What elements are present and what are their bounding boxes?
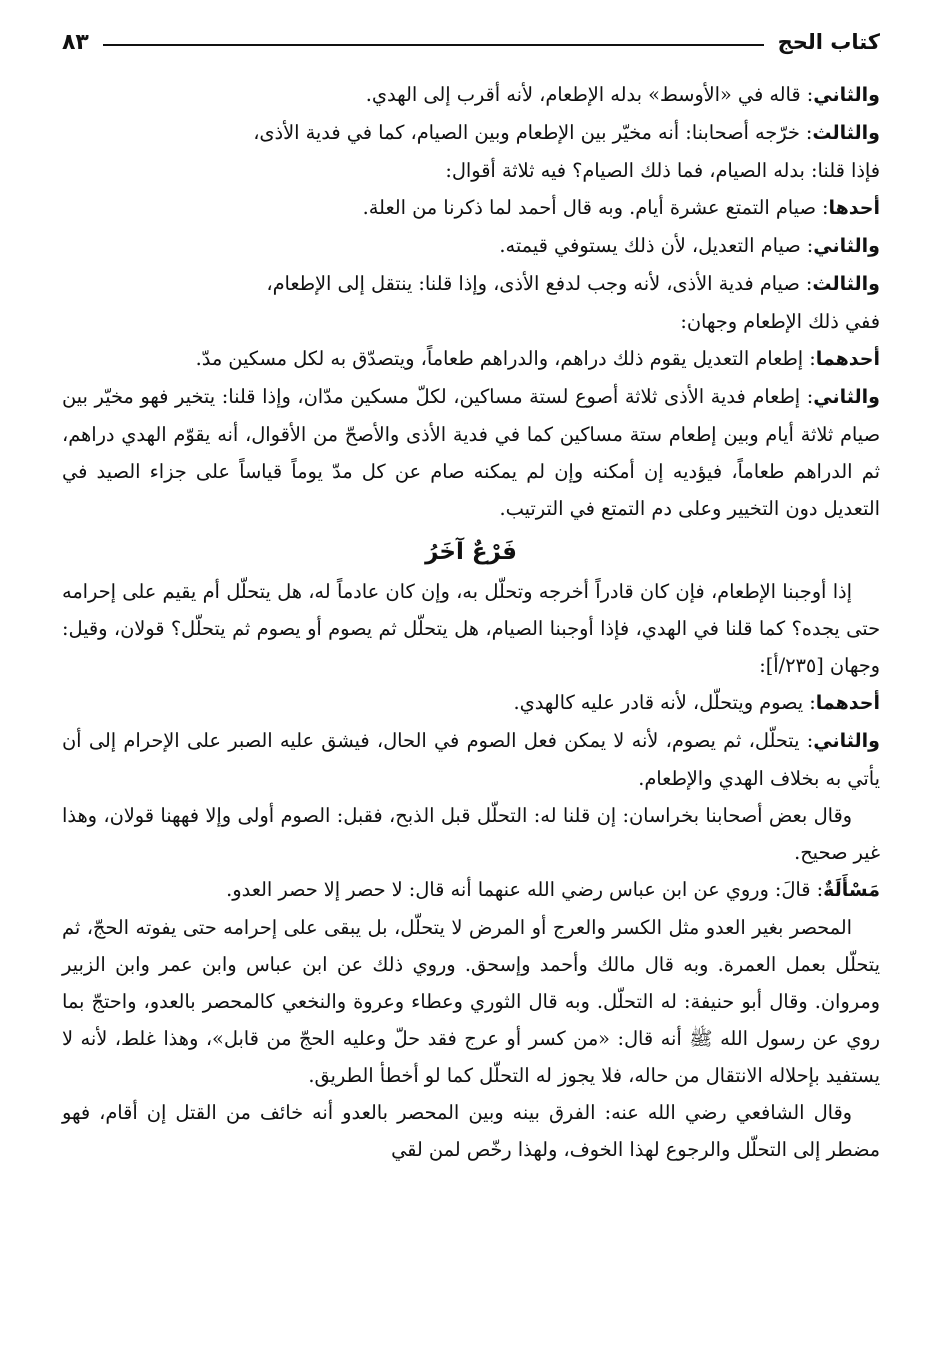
- paragraph-text: : صيام التمتع عشرة أيام. وبه قال أحمد لما ذكرنا من العلة.: [362, 196, 829, 219]
- text-paragraph: [62, 265, 880, 303]
- paragraph-label: والثاني: [813, 386, 880, 408]
- text-paragraph: [62, 684, 880, 722]
- paragraph-label: والثاني: [813, 730, 880, 752]
- paragraph-text: : إطعام فدية الأذى ثلاثة أصوع لستة مساكين، لكلّ مسكين مدّان، وإذا قلنا: يتخير فهو مخيّر بين صيام ثلاثة أيام وبين إطعام ستة مساكين كما في فدية الأذى والأصحّ من الأقوال، أنه يقوّم الهدي دراهم، ثم الدراهم طعاماً، فيؤديه إن أمكنه وإن لم يمكنه صام عن كل مدّ يوماً قياساً على جزاء الصيد في التعديل دون التخيير وعلى دم التمتع في الترتيب.: [62, 385, 880, 520]
- text-paragraph: [62, 722, 880, 797]
- page-body: [62, 76, 880, 1168]
- paragraph-text: : صيام التعديل، لأن ذلك يستوفي قيمته.: [499, 234, 814, 257]
- paragraph-label: أحدهما: [815, 692, 880, 714]
- paragraph-text: : قاله في «الأوسط» بدله الإطعام، لأنه أقرب إلى الهدي.: [365, 83, 814, 106]
- paragraph-label: والثالث: [812, 122, 880, 144]
- text-paragraph: [62, 797, 880, 871]
- paragraph-text: وقال الشافعي رضي الله عنه: الفرق بينه وبين المحصر بالعدو أنه خائف من القتل إن أقام، فهو مضطر إلى التحلّل والرجوع لهذا الخوف، ولهذا رخّص لمن لقي: [62, 1101, 880, 1161]
- text-paragraph: [62, 189, 880, 227]
- book-section-title: كتاب الحج: [777, 30, 880, 54]
- paragraph-text: فإذا قلنا: بدله الصيام، فما ذلك الصيام؟ فيه ثلاثة أقوال:: [445, 159, 880, 182]
- paragraph-label: والثاني: [813, 84, 880, 106]
- text-paragraph: [62, 152, 880, 189]
- paragraph-text: ففي ذلك الإطعام وجهان:: [680, 310, 880, 333]
- paragraph-text: : يتحلّل، ثم يصوم، لأنه لا يمكن فعل الصوم في الحال، فيشق عليه الصبر على الإحرام إلى أن يأتي به بخلاف الهدي والإطعام.: [62, 729, 880, 790]
- text-paragraph: [62, 340, 880, 378]
- paragraph-text: : خرّجه أصحابنا: أنه مخيّر بين الإطعام وبين الصيام، كما في فدية الأذى،: [253, 121, 813, 144]
- paragraph-label: أحدها: [828, 197, 880, 219]
- paragraph-text: : يصوم ويتحلّل، لأنه قادر عليه كالهدي.: [513, 691, 816, 714]
- paragraph-text: إذا أوجبنا الإطعام، فإن كان قادراً أخرجه وتحلّل به، وإن كان عادماً له، هل يتحلّل أم يقيم على إحرامه حتى يجده؟ كما قلنا في الهدي، فإذا أوجبنا الصيام، هل يتحلّل ثم يصوم أو يصوم ثم يتحلّل؟ قولان، وقيل: وجهان [٢٣٥/أ]:: [62, 580, 880, 677]
- text-paragraph: [62, 378, 880, 527]
- text-paragraph: [62, 114, 880, 152]
- text-paragraph: [62, 871, 880, 909]
- section-heading: فَرْعٌ آخَرُ: [425, 539, 517, 565]
- paragraph-text: : قالَ: وروي عن ابن عباس رضي الله عنهما أنه قال: لا حصر إلا حصر العدو.: [226, 878, 824, 901]
- text-paragraph: [62, 1094, 880, 1168]
- text-paragraph: [62, 573, 880, 684]
- page-number: ٨٣: [62, 29, 89, 55]
- paragraph-text: المحصر بغير العدو مثل الكسر والعرج أو المرض لا يتحلّل، بل يبقى على إحرامه حتى يفوته الحجّ، ثم يتحلّل بعمل العمرة. وبه قال مالك وأحمد وإسحق. وروي ذلك عن ابن عباس وابن عمر وابن الزبير ومروان. وقال أبو حنيفة: له التحلّل. وبه قال الثوري وعطاء وعروة والنخعي كالمحصر بالعدو، واحتجّ بما روي عن رسول الله ﷺ أنه قال: «من كسر أو عرج فقد حلّ وعليه الحجّ من قابل»، وهذا غلط، لأنه لا يستفيد بإحلاله الانتقال من حاله، فلا يجوز له التحلّل كما لو أخطأ الطريق.: [62, 916, 880, 1087]
- paragraph-label: والثاني: [813, 235, 880, 257]
- paragraph-text: : صيام فدية الأذى، لأنه وجب لدفع الأذى، وإذا قلنا: ينتقل إلى الإطعام،: [266, 272, 813, 295]
- header-rule: [103, 44, 764, 46]
- text-paragraph: [62, 909, 880, 1094]
- paragraph-text: : إطعام التعديل يقوم ذلك دراهم، والدراهم طعاماً، ويتصدّق به لكل مسكين مدّ.: [195, 347, 816, 370]
- paragraph-label: مَسْأَلَةٌ: [823, 879, 880, 901]
- text-paragraph: [62, 227, 880, 265]
- text-paragraph: [62, 303, 880, 340]
- paragraph-label: أحدهما: [815, 348, 880, 370]
- text-paragraph: [62, 76, 880, 114]
- running-header: [62, 22, 880, 62]
- book-page: [62, 22, 880, 1362]
- paragraph-text: وقال بعض أصحابنا بخراسان: إن قلنا له: التحلّل قبل الذبح، فقبل: الصوم أولى وإلا فههنا قولان، وهذا غير صحيح.: [62, 804, 880, 864]
- paragraph-label: والثالث: [812, 273, 880, 295]
